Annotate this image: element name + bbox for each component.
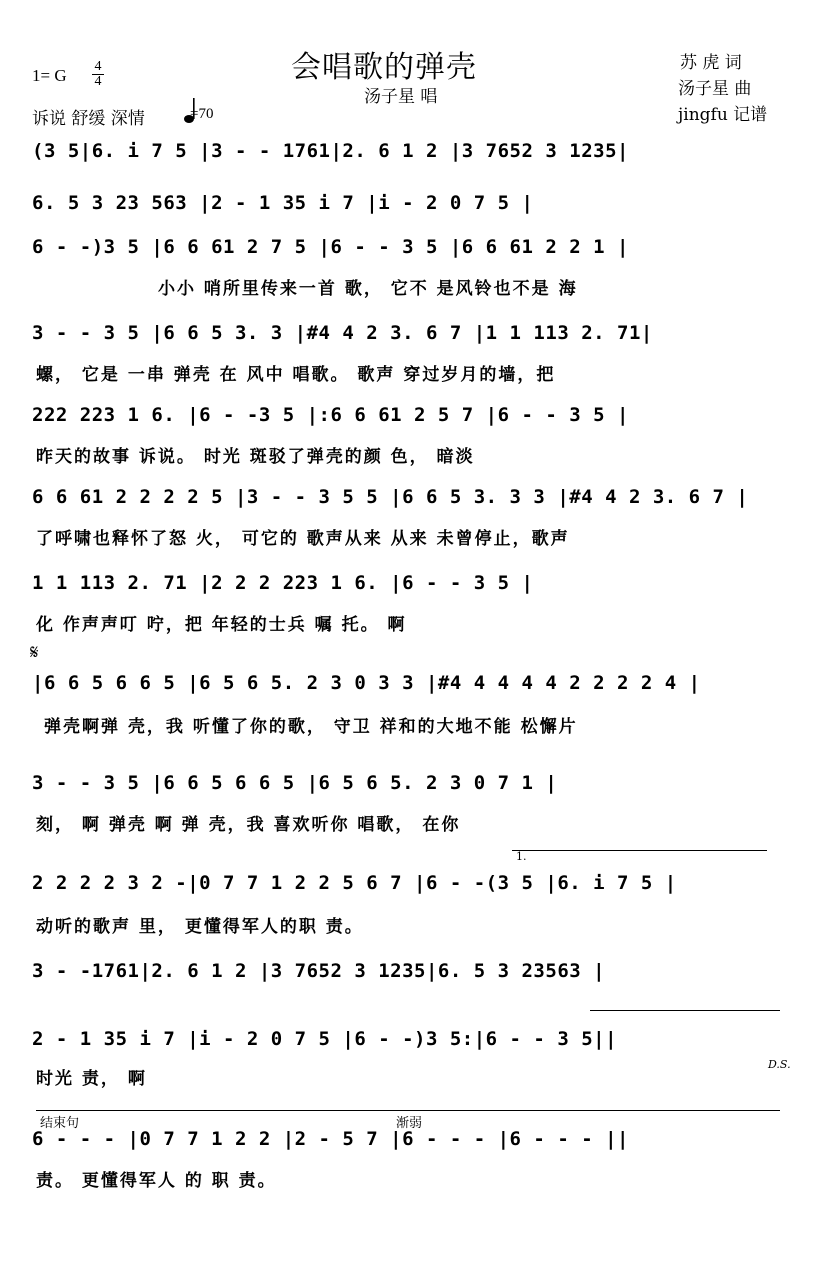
segno-mark: 𝄋 bbox=[30, 640, 39, 664]
volta-bracket bbox=[512, 850, 767, 851]
score-row: 222 223 1 6. |6 - -3 5 |:6 6 61 2 5 7 |6 - - 3 5 | bbox=[32, 404, 629, 426]
lyric-line: 弹壳啊弹 壳，我 听懂了你的歌， 守卫 祥和的大地不能 松懈片 bbox=[44, 717, 578, 737]
score-row: 6 - - - |0 7 7 1 2 2 |2 - 5 7 |6 - - - |6 - - - || bbox=[32, 1128, 629, 1150]
score-row: |6 6 5 6 6 5 |6 5 6 5. 2 3 0 3 3 |#4 4 4 4 4 2 2 2 2 4 | bbox=[32, 672, 701, 694]
lyric-line: 动听的歌声 里， 更懂得军人的职 责。 bbox=[36, 917, 364, 937]
volta-bracket bbox=[590, 1010, 780, 1011]
lyric-line: 昨天的故事 诉说。 时光 斑驳了弹壳的颜 色， 暗淡 bbox=[36, 447, 475, 467]
score-row: 1 1 113 2. 71 |2 2 2 223 1 6. |6 - - 3 5 | bbox=[32, 572, 534, 594]
tempo-mark: =70 bbox=[190, 106, 214, 122]
lyric-line: 时光 责， 啊 bbox=[36, 1069, 147, 1089]
singer-credit: 汤子星 唱 bbox=[364, 87, 438, 107]
score-row: 2 2 2 2 3 2 -|0 7 7 1 2 2 5 6 7 |6 - -(3 5 |6. i 7 5 | bbox=[32, 872, 677, 894]
time-denominator: 4 bbox=[94, 74, 102, 89]
diminuendo-label: 渐弱 bbox=[396, 1116, 423, 1131]
time-signature bbox=[92, 60, 104, 89]
lyric-line: 小小 哨所里传来一首 歌， 它不 是风铃也不是 海 bbox=[158, 279, 578, 299]
ending-label: 结束句 bbox=[40, 1116, 80, 1131]
lyricist-credit: 苏 虎 词 bbox=[680, 53, 742, 73]
lyric-line: 螺， 它是 一串 弹壳 在 风中 唱歌。 歌声 穿过岁月的墙，把 bbox=[36, 365, 556, 385]
page-title: 会唱歌的弹壳 bbox=[291, 50, 477, 85]
composer-credit: 汤子星 曲 bbox=[678, 79, 752, 99]
score-row: 6 6 61 2 2 2 2 5 |3 - - 3 5 5 |6 6 5 3. 3 3 |#4 4 2 3. 6 7 | bbox=[32, 486, 749, 508]
lyric-line: 化 作声声叮 咛，把 年轻的士兵 嘱 托。 啊 bbox=[36, 615, 407, 635]
score-row: 6. 5 3 23 563 |2 - 1 35 i 7 |i - 2 0 7 5 | bbox=[32, 192, 534, 214]
score-row: 2 - 1 35 i 7 |i - 2 0 7 5 |6 - -)3 5:|6 - - 3 5|| bbox=[32, 1028, 618, 1050]
performance-style: 诉说 舒缓 深情 bbox=[32, 109, 145, 129]
score-row: 3 - -1761|2. 6 1 2 |3 7652 3 1235|6. 5 3 23563 | bbox=[32, 960, 606, 982]
key-signature: 1= G bbox=[32, 66, 67, 85]
time-numerator: 4 bbox=[94, 59, 102, 74]
ds-mark: D.S. bbox=[768, 1058, 791, 1071]
lyric-line: 了呼啸也释怀了怒 火， 可它的 歌声从来 从来 未曾停止，歌声 bbox=[36, 529, 570, 549]
volta-number: 1. bbox=[516, 850, 527, 863]
lyric-line: 责。 更懂得军人 的 职 责。 bbox=[36, 1171, 277, 1191]
lyric-line: 刻， 啊 弹壳 啊 弹 壳，我 喜欢听你 唱歌， 在你 bbox=[36, 815, 461, 835]
coda-bracket bbox=[36, 1110, 780, 1111]
transcriber-credit: jingfu 记谱 bbox=[678, 105, 768, 125]
score-row: 3 - - 3 5 |6 6 5 3. 3 |#4 4 2 3. 6 7 |1 1 113 2. 71| bbox=[32, 322, 653, 344]
score-row: 6 - -)3 5 |6 6 61 2 7 5 |6 - - 3 5 |6 6 61 2 2 1 | bbox=[32, 236, 629, 258]
score-row: 3 - - 3 5 |6 6 5 6 6 5 |6 5 6 5. 2 3 0 7 1 | bbox=[32, 772, 558, 794]
score-row: (3 5|6. i 7 5 |3 - - 1761|2. 6 1 2 |3 7652 3 1235| bbox=[32, 140, 629, 162]
